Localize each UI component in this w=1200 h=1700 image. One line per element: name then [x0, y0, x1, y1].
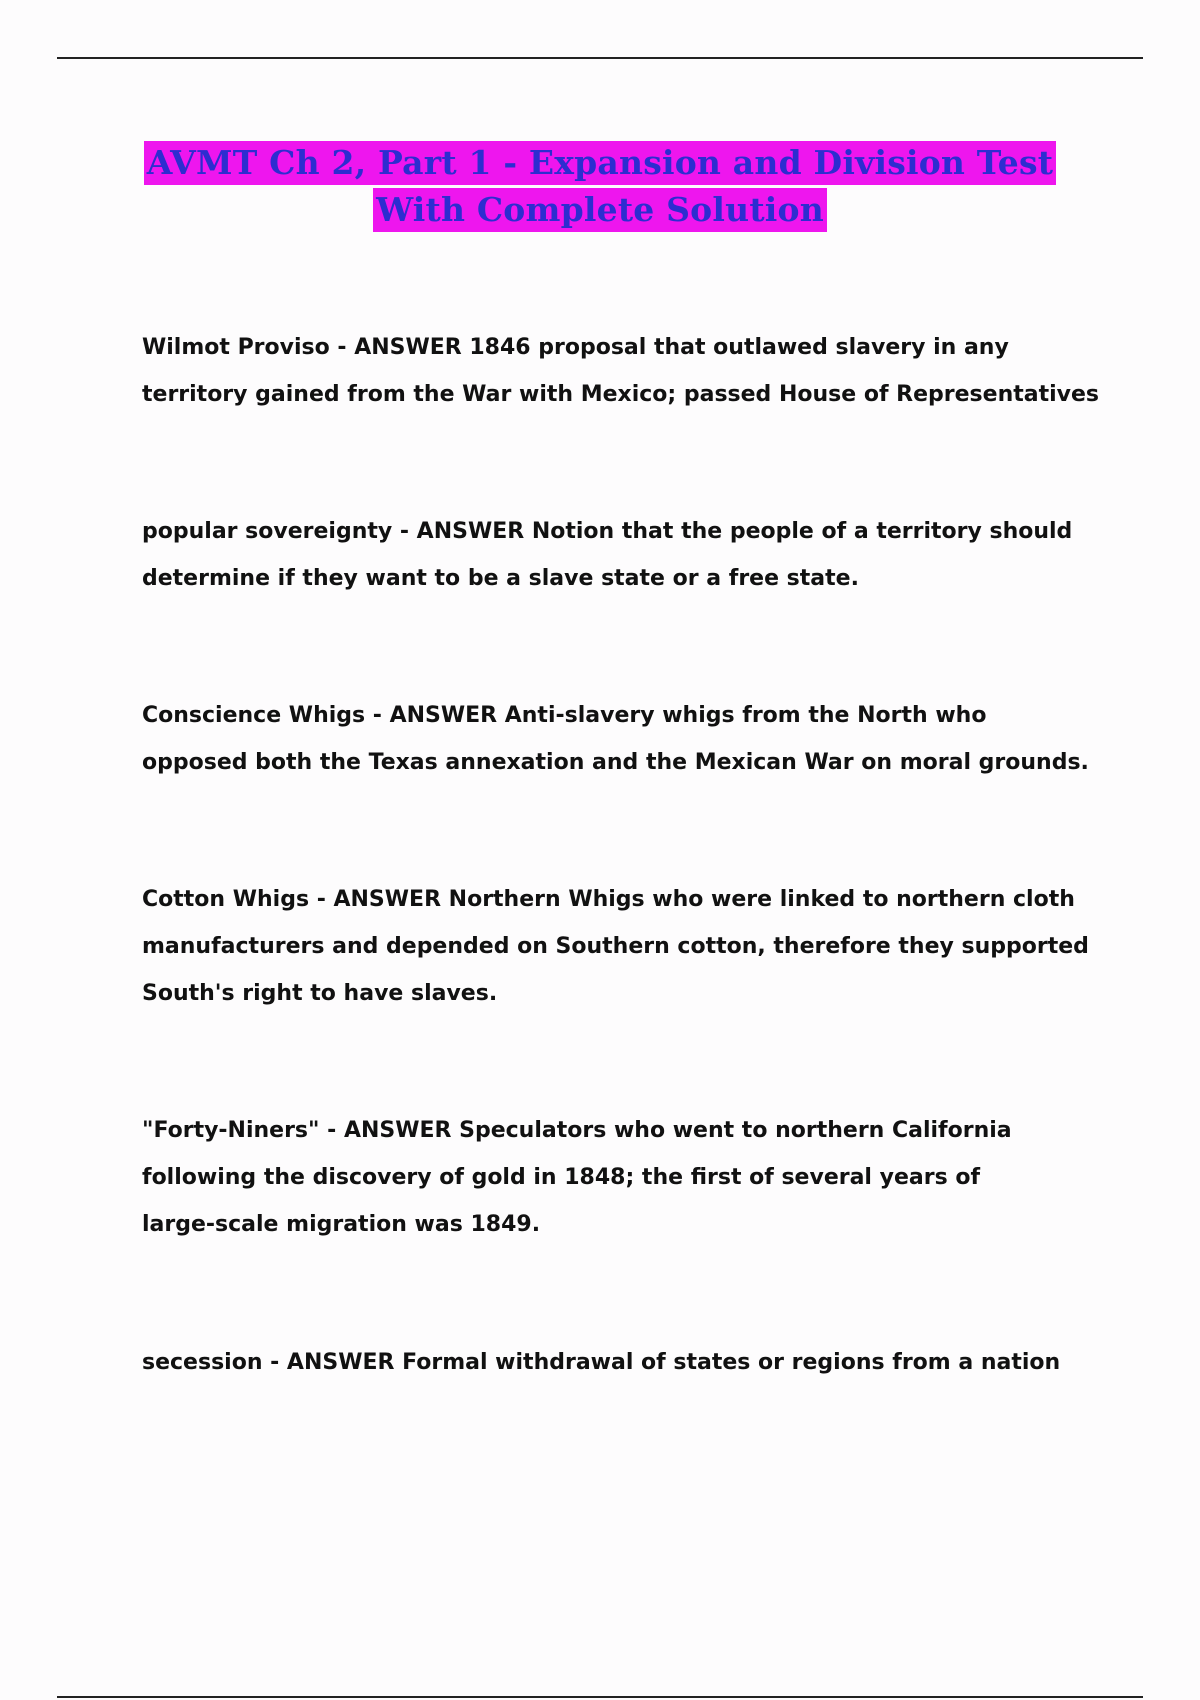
qa-entry-popular-sovereignty	[142, 508, 1102, 602]
entry-line: Conscience Whigs - ANSWER Anti-slavery whigs from the North who	[142, 703, 987, 728]
entry-line: Wilmot Proviso - ANSWER 1846 proposal that outlawed slavery in any	[142, 335, 1009, 360]
entry-line: "Forty-Niners" - ANSWER Speculators who went to northern California	[142, 1118, 1012, 1143]
entry-line: South's right to have slaves.	[142, 981, 498, 1006]
entry-line: determine if they want to be a slave state or a free state.	[142, 566, 859, 591]
qa-entry-cotton-whigs	[142, 876, 1102, 1017]
document-title	[0, 141, 1200, 232]
qa-entry-forty-niners	[142, 1107, 1102, 1248]
entry-line: manufacturers and depended on Southern cotton, therefore they supported	[142, 934, 1089, 959]
entry-line: Cotton Whigs - ANSWER Northern Whigs who were linked to northern cloth	[142, 887, 1075, 912]
qa-entry-wilmot-proviso	[142, 324, 1102, 418]
qa-entry-conscience-whigs	[142, 692, 1102, 786]
entry-line: following the discovery of gold in 1848; the first of several years of	[142, 1165, 981, 1190]
entry-line: territory gained from the War with Mexico; passed House of Representatives	[142, 382, 1100, 407]
header-rule	[57, 57, 1143, 59]
qa-entry-secession	[142, 1339, 1102, 1386]
entry-line: opposed both the Texas annexation and the Mexican War on moral grounds.	[142, 750, 1089, 775]
footer-rule	[57, 1696, 1143, 1698]
entry-line: large-scale migration was 1849.	[142, 1212, 541, 1237]
entry-line: popular sovereignty - ANSWER Notion that the people of a territory should	[142, 519, 1073, 544]
title-line-1: AVMT Ch 2, Part 1 - Expansion and Division Test	[144, 141, 1056, 185]
entry-line: secession - ANSWER Formal withdrawal of states or regions from a nation	[142, 1350, 1061, 1375]
title-line-2: With Complete Solution	[373, 188, 827, 232]
